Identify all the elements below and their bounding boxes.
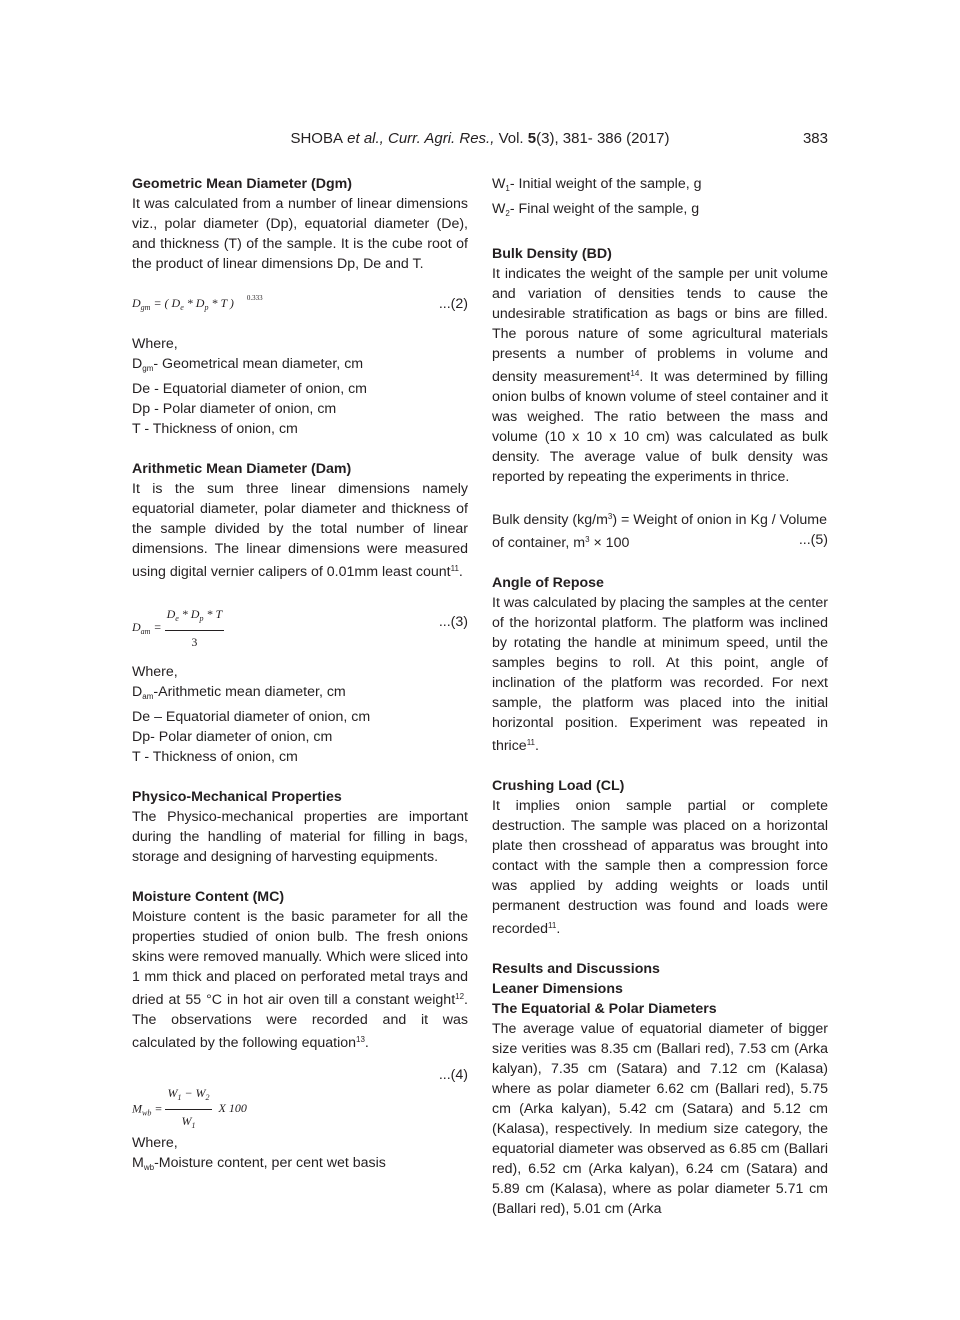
eq4-denominator bbox=[165, 1110, 211, 1136]
eq3-fraction bbox=[165, 604, 225, 652]
pmp-heading: Physico-Mechanical Properties bbox=[132, 789, 342, 805]
eq4-fraction bbox=[165, 1083, 211, 1136]
equation-4 bbox=[132, 1053, 468, 1133]
results-heading: Results and Discussions bbox=[492, 961, 660, 977]
mc-text2: . The observations were recorded and it was calculated by the following equation bbox=[132, 992, 468, 1051]
def-symbol: W bbox=[492, 201, 506, 217]
bd-paragraph bbox=[492, 264, 828, 487]
eq3-numerator bbox=[165, 604, 225, 631]
bd-eq-text: Bulk density (kg/m bbox=[492, 512, 608, 528]
citation-issue: (3), 381- 386 (2017) bbox=[536, 130, 670, 147]
eq3-num-a: D bbox=[166, 607, 176, 621]
eq4-tail: X 100 bbox=[218, 1101, 247, 1116]
eq3-denominator: 3 bbox=[191, 635, 198, 649]
eq4-num-1: 1 bbox=[177, 1093, 182, 1102]
pmp-paragraph: The Physico-mechanical properties are important during the handling of material for filling in bags, storage and designing of harvesting equipments. bbox=[132, 809, 468, 865]
def-line: T - Thickness of onion, cm bbox=[132, 421, 298, 437]
citation-ref: 11 bbox=[450, 564, 459, 573]
eq2-lhs: D bbox=[132, 296, 141, 310]
equation-3 bbox=[132, 582, 468, 662]
bd-eq-sup: 3 bbox=[585, 535, 590, 544]
citation-volume: 5 bbox=[527, 130, 537, 147]
def-text: - Initial weight of the sample, g bbox=[509, 176, 702, 192]
eq2-mid2: * T ) bbox=[208, 296, 234, 310]
citation-ref: 11 bbox=[548, 921, 557, 930]
eq2-number: ...(2) bbox=[438, 296, 468, 312]
cl-heading: Crushing Load (CL) bbox=[492, 778, 625, 794]
eq2-mid1: * D bbox=[183, 296, 205, 310]
citation-ref: 12 bbox=[455, 992, 465, 1001]
mc-text1: Moisture content is the basic parameter for all the properties studied of onion bulb. The fresh onions skins were removed manually. Which were sliced into 1 mm thick and placed on perforated metal trays and dried at 55 °C in hot air oven till a constant weight bbox=[132, 909, 468, 1008]
def-symbol: W bbox=[492, 176, 506, 192]
gmd-paragraph: It was calculated from a number of linear dimensions viz., polar diameter (Dp), equatorial diameter (De), and thickness (T) of the sample. It is the cube root of the product of linear dimensions Dp, De and T. bbox=[132, 196, 468, 272]
eq3-number: ...(3) bbox=[438, 614, 468, 630]
def-text: -Moisture content, per cent wet basis bbox=[154, 1155, 386, 1171]
bd-equation-line1 bbox=[492, 507, 828, 530]
ep-paragraph: The average value of equatorial diameter of bigger size verities was 8.35 cm (Ballari red), 7.53 cm (Arka kalyan), 7.35 cm (Satara) and 7.12 cm (Kalasa) where as polar diameter 6.62 cm (Ballari red), 5.75 cm (Arka kalyan), 5.42 cm (Satara) and 5.12 cm (Kalasa), respectively. In medium size category, the equatorial diameter was observed as 6.85 cm (Ballari red), 6.52 cm (Arka kalyan), 6.24 cm (Satara) and 5.89 cm (Kalasa), where as polar diameter 5.71 cm (Ballari red), 5.01 cm (Arka bbox=[492, 1021, 828, 1217]
eq3-lhs: D bbox=[132, 619, 141, 634]
def-text: -Arithmetic mean diameter, cm bbox=[153, 684, 346, 700]
def-line: Dp - Polar diameter of onion, cm bbox=[132, 401, 337, 417]
bd-eq-text: × 100 bbox=[589, 535, 630, 551]
eq3-num-c: * T bbox=[203, 607, 223, 621]
ar-text: It was calculated by placing the samples at the center of the horizontal platform. The platform was inclined by rotating the handle at minimum speed, until the samples begins to roll. At this point, angle of inclination of the platform was recorded. For next sample, the platform was placed into the initial horizontal position. Experiment was repeated in thrice bbox=[492, 595, 828, 754]
def-sub: gm bbox=[142, 364, 154, 373]
mc-heading: Moisture Content (MC) bbox=[132, 889, 285, 905]
amd-paragraph: It is the sum three linear dimensions namely equatorial diameter, polar diameter and thickness of the sample divided by the total number of linear dimensions. The linear dimensions were measured using digital vernier calipers of 0.01mm least count$^{11}$. bbox=[132, 481, 468, 580]
running-header bbox=[0, 130, 960, 150]
eq4-numerator bbox=[165, 1083, 211, 1110]
page-number: 383 bbox=[802, 130, 828, 147]
eq4-den-a: W bbox=[181, 1114, 192, 1128]
def-line bbox=[132, 682, 468, 707]
def-symbol: D bbox=[132, 684, 143, 700]
bd-text2: . It was determined by filling onion bulbs of known volume of steel container and it was weighed. The ratio between the mass and volume (10 x 10 x 10 cm) was calculated as bulk density. The average value of bulk density was reported by repeating the experiments in thrice. bbox=[492, 369, 828, 485]
eq4-lhs: M bbox=[132, 1101, 142, 1116]
eq4-num-2: 2 bbox=[205, 1093, 210, 1102]
eq4-lhs-sub: wb bbox=[142, 1108, 152, 1118]
eq2-body: = ( D bbox=[150, 296, 181, 310]
def-line bbox=[492, 174, 828, 199]
bd-text1: It indicates the weight of the sample per unit volume and variation of densities tends to cause the undesirable stratification as bags or bins are filled. The porous nature of some agricultural materials presents a number of problems in volume and density measurement bbox=[492, 266, 828, 385]
mc-paragraph: Moisture content is the basic parameter for all the properties studied of onion bulb. The fresh onions skins were removed manually. Which were sliced into 1 mm thick and placed on perforated metal trays and dried at 55 °C in hot air oven till a constant weight$^{12}$. The observations were recorded and it was calculated by the following equation$^{13}$. bbox=[132, 909, 468, 1051]
def-line bbox=[492, 199, 828, 224]
citation-etal: et al., Curr. Agri. Res., bbox=[342, 130, 495, 147]
eq3-num-b: * D bbox=[178, 607, 200, 621]
def-sub: am bbox=[142, 692, 154, 701]
eq3-num-p: p bbox=[199, 614, 204, 623]
citation-ref: 11 bbox=[526, 738, 536, 747]
bd-eq-sup: 3 bbox=[607, 512, 613, 521]
eq3-lhs-sub: am bbox=[140, 626, 151, 636]
where-label: Where, bbox=[132, 336, 178, 352]
eq4-den-1: 1 bbox=[191, 1121, 196, 1130]
def-line: T - Thickness of onion, cm bbox=[132, 749, 298, 765]
equatorial-polar-heading: The Equatorial & Polar Diameters bbox=[492, 1001, 717, 1017]
authors: SHOBA bbox=[290, 130, 343, 147]
cl-text: It implies onion sample partial or complete destruction. The sample was placed on a horizontal plate then crosshead of apparatus was brought into contact with the sample then a compression force was applied by adding weights or loads until permanent destruction was found and loads were recorded bbox=[492, 798, 828, 937]
def-line: De - Equatorial diameter of onion, cm bbox=[132, 381, 367, 397]
def-line bbox=[132, 354, 468, 379]
def-text: - Final weight of the sample, g bbox=[509, 201, 700, 217]
citation-vol-label: Vol. bbox=[494, 130, 528, 147]
ar-paragraph: It was calculated by placing the samples at the center of the horizontal platform. The platform was inclined by rotating the handle at minimum speed, until the samples begins to roll. At this point, angle of inclination of the platform was recorded. For next sample, the platform was placed into the initial horizontal position. Experiment was repeated in thrice$^{11}$. bbox=[492, 595, 828, 754]
bd-eq-text: of container, m bbox=[492, 535, 586, 551]
where-label: Where, bbox=[132, 1135, 178, 1151]
def-sub: 1 bbox=[505, 184, 510, 193]
eq4-num-b: − W bbox=[181, 1086, 206, 1100]
amd-heading: Arithmetic Mean Diameter (Dam) bbox=[132, 461, 352, 477]
eq3-equals: = bbox=[150, 619, 165, 634]
def-line: De – Equatorial diameter of onion, cm bbox=[132, 709, 371, 725]
bd-equation-line2 bbox=[492, 530, 828, 553]
eq3-num-e: e bbox=[175, 614, 179, 623]
def-line bbox=[132, 1153, 468, 1178]
eq5-number: ...(5) bbox=[798, 532, 828, 548]
leaner-dimensions-heading: Leaner Dimensions bbox=[492, 981, 623, 997]
right-column bbox=[492, 174, 828, 1219]
def-text: - Geometrical mean diameter, cm bbox=[153, 356, 364, 372]
equation-2 bbox=[132, 274, 468, 334]
where-label: Where, bbox=[132, 664, 178, 680]
eq2-sub-p: p bbox=[204, 303, 209, 312]
eq4-number: ...(4) bbox=[438, 1067, 468, 1083]
eq4-num-a: W bbox=[167, 1086, 178, 1100]
amd-text: It is the sum three linear dimensions namely equatorial diameter, polar diameter and thickness of the sample divided by the total number of linear dimensions. The linear dimensions were measured using digital vernier calipers of 0.01mm least count bbox=[132, 481, 468, 580]
left-column bbox=[132, 174, 468, 1178]
bd-eq-text: ) = Weight of onion in Kg / Volume bbox=[612, 512, 828, 528]
eq4-equals: = bbox=[151, 1101, 166, 1116]
gmd-heading: Geometric Mean Diameter (Dgm) bbox=[132, 176, 352, 192]
cl-paragraph: It implies onion sample partial or complete destruction. The sample was placed on a horizontal plate then crosshead of apparatus was brought into contact with the sample then a compression force was applied by adding weights or loads until permanent destruction was found and loads were recorded$^{11}$. bbox=[492, 798, 828, 937]
def-sub: wb bbox=[143, 1163, 155, 1172]
def-symbol: D bbox=[132, 356, 143, 372]
def-line: Dp- Polar diameter of onion, cm bbox=[132, 729, 333, 745]
eq2-lhs-sub: gm bbox=[140, 303, 151, 312]
citation-ref: 13 bbox=[356, 1035, 365, 1044]
def-sub: 2 bbox=[505, 209, 510, 218]
eq2-sub-e: e bbox=[180, 303, 184, 312]
ar-heading: Angle of Repose bbox=[492, 575, 604, 591]
eq2-exponent: 0.333 bbox=[246, 294, 263, 302]
citation-ref: 14 bbox=[630, 369, 640, 378]
bd-heading: Bulk Density (BD) bbox=[492, 246, 612, 262]
def-symbol: M bbox=[132, 1155, 144, 1171]
